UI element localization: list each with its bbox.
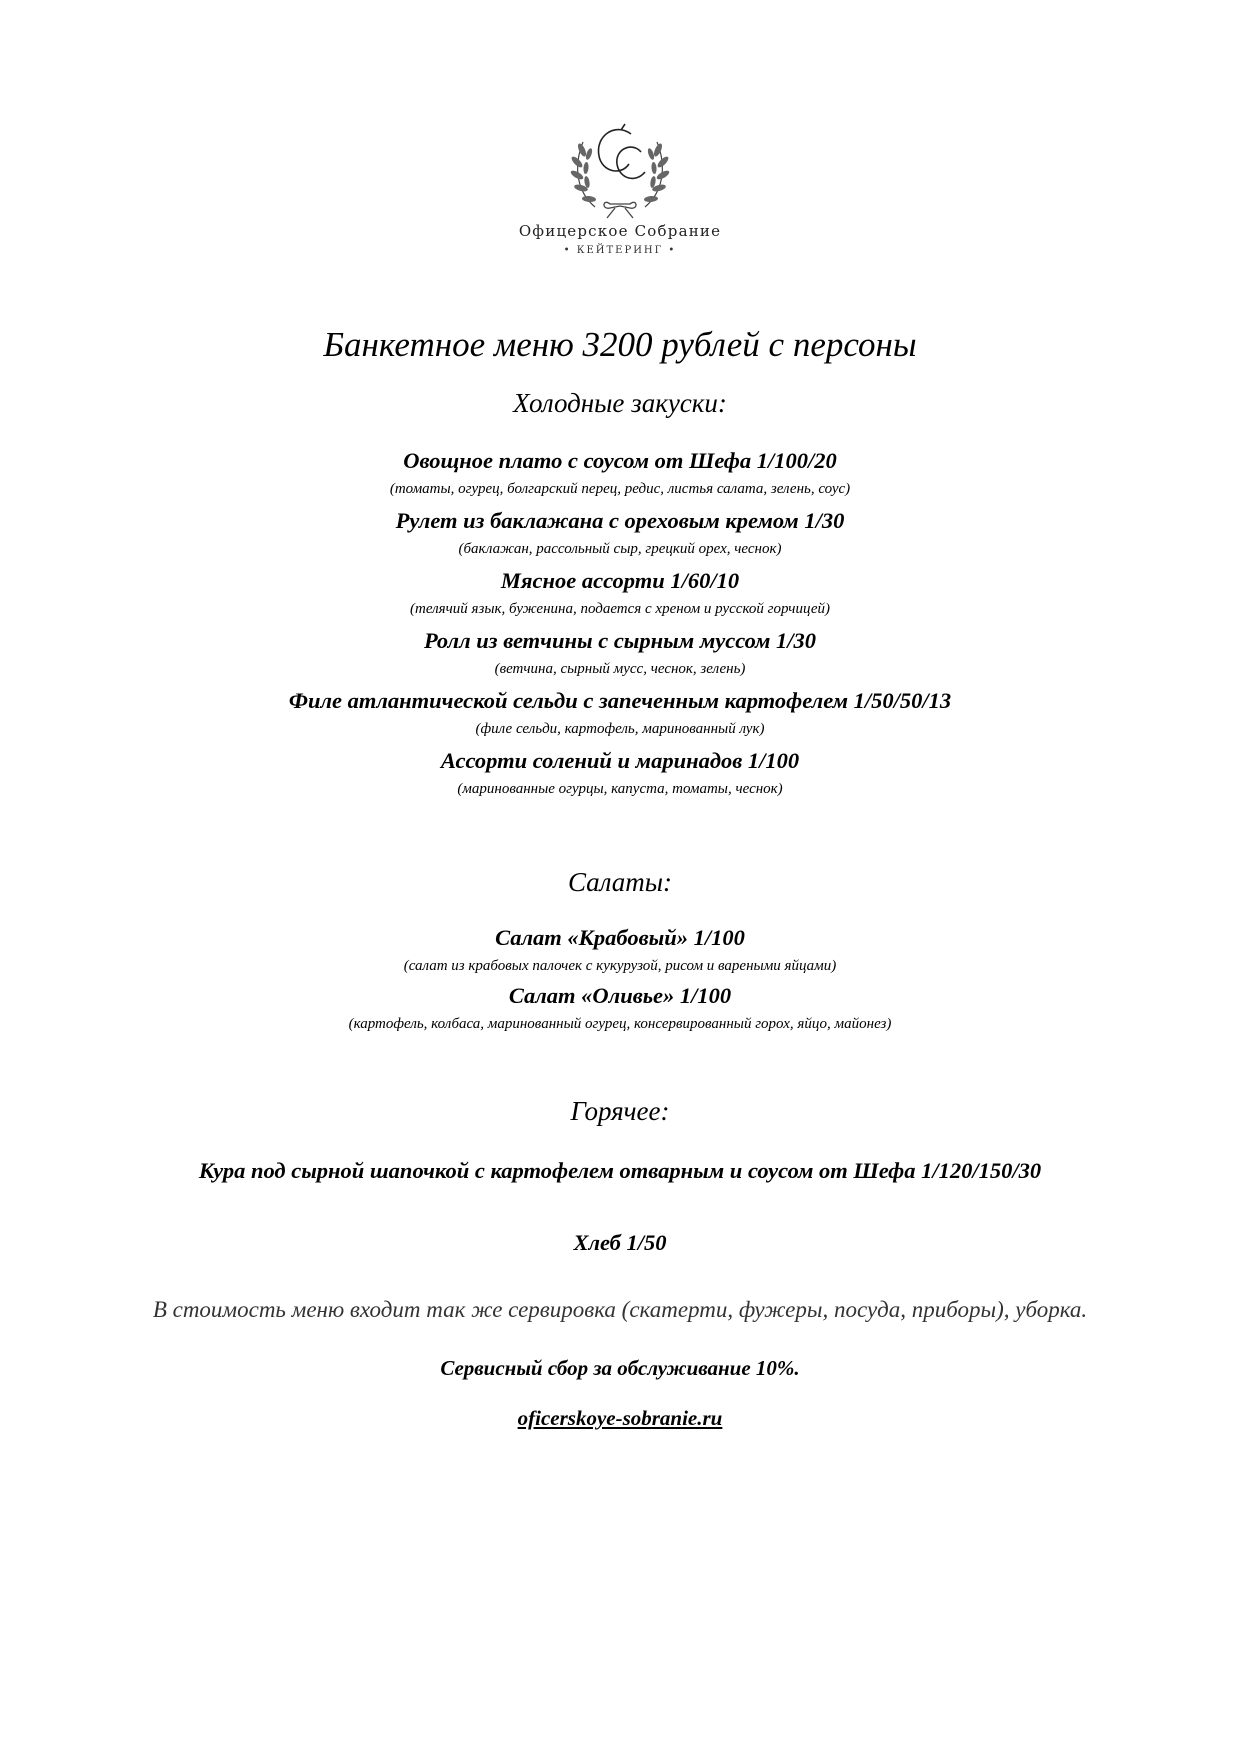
bread-item: Хлеб 1/50	[573, 1230, 667, 1255]
dish-description: (телячий язык, буженина, подается с хреном и русской горчицей)	[410, 601, 830, 617]
dish-name: Рулет из баклажана с ореховым кремом 1/30	[395, 508, 845, 533]
dish-name: Ролл из ветчины с сырным муссом 1/30	[423, 628, 817, 653]
brand-subtitle: • КЕЙТЕРИНГ •	[563, 245, 677, 256]
dish-name: Филе атлантической сельди с запеченным картофелем 1/50/50/13	[288, 688, 952, 713]
service-fee: Сервисный сбор за обслуживание 10%.	[440, 1356, 800, 1380]
dish-description: (томаты, огурец, болгарский перец, редис, листья салата, зелень, соус)	[389, 481, 851, 497]
dish-name: Салат «Оливье» 1/100	[508, 983, 732, 1008]
website-link[interactable]: oficerskoye-sobranie.ru	[517, 1406, 723, 1430]
section-heading-salads: Салаты:	[567, 867, 673, 897]
dish-description: (баклажан, рассольный сыр, грецкий орех, чеснок)	[458, 541, 782, 557]
dish-description: (картофель, колбаса, маринованный огурец, консервированный горох, яйцо, майонез)	[348, 1016, 892, 1032]
dish-description: (ветчина, сырный мусс, чеснок, зелень)	[494, 661, 746, 677]
dish-name: Овощное плато с соусом от Шефа 1/100/20	[403, 448, 837, 473]
dish-name: Мясное ассорти 1/60/10	[500, 568, 740, 593]
dish-description: (маринованные огурцы, капуста, томаты, чеснок)	[457, 781, 783, 797]
dish-description: (салат из крабовых палочек с кукурузой, рисом и вареными яйцами)	[403, 958, 837, 974]
laurel-monogram-logo	[555, 112, 685, 222]
dish-name: Кура под сырной шапочкой с картофелем отварным и соусом от Шефа 1/120/150/30	[198, 1158, 1042, 1183]
service-note: В стоимость меню входит так же сервировка (скатерти, фужеры, посуда, приборы), уборка.	[152, 1297, 1088, 1322]
section-heading-cold: Холодные закуски:	[513, 388, 727, 418]
dish-description: (филе сельди, картофель, маринованный лук)	[475, 721, 765, 737]
section-heading-hot: Горячее:	[570, 1096, 670, 1126]
dish-name: Ассорти солений и маринадов 1/100	[440, 748, 800, 773]
dish-name: Салат «Крабовый» 1/100	[495, 925, 745, 950]
menu-title: Банкетное меню 3200 рублей с персоны	[323, 325, 917, 364]
brand-name: Офицерское Собрание	[518, 222, 722, 240]
website-wrapper	[0, 1406, 1240, 1431]
